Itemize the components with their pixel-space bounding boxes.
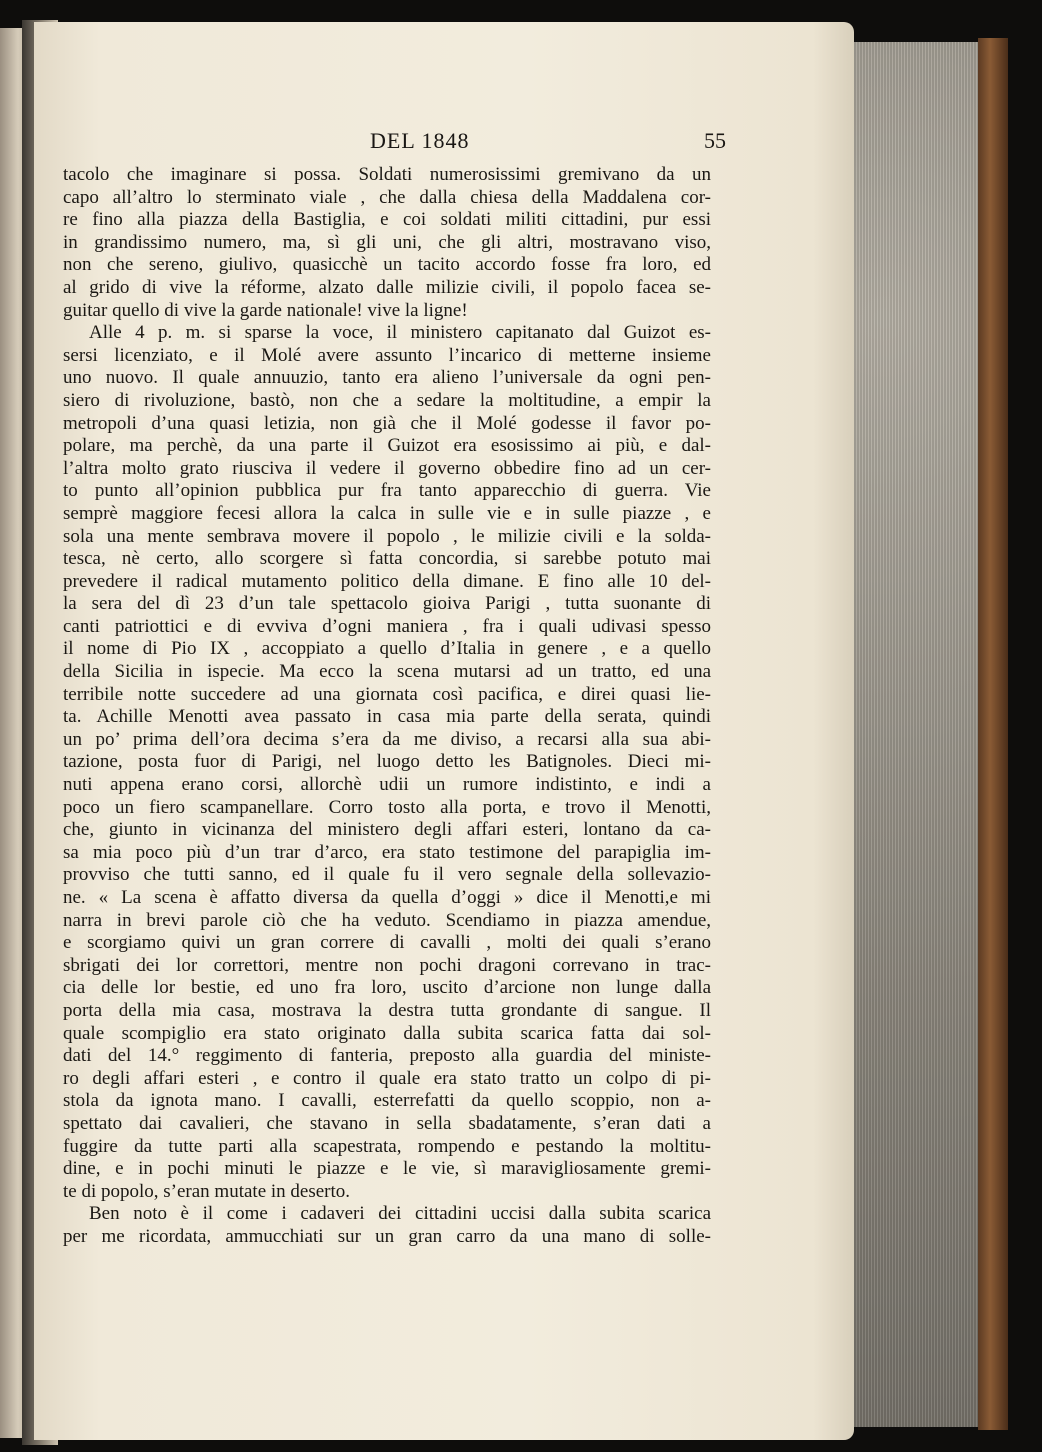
- text-line: ne. « La scena è affatto diversa da quella d’oggi » dice il Menotti,e mi: [63, 887, 711, 908]
- text-line: fuggire da tutte parti alla scapestrata, rompendo e pestando la moltitu-: [63, 1135, 711, 1157]
- text-line: metropoli d’una quasi letizia, non già che il Molé godesse il favor po-: [63, 412, 711, 434]
- text-line: per me ricordata, ammucchiati sur un gran carro da una mano di solle-: [63, 1225, 711, 1247]
- text-line: spettato dai cavalieri, che stavano in sella sbadatamente, s’eran dati a: [63, 1112, 711, 1134]
- text-line: non che sereno, giulivo, quasicchè un tacito accordo fosse fra loro, ed: [63, 254, 711, 276]
- text-line: tazione, posta fuor di Parigi, nel luogo detto les Batignoles. Dieci mi-: [63, 751, 711, 773]
- text-line: al grido di vive la réforme, alzato dalle milizie civili, il popolo facea se-: [63, 276, 711, 298]
- page-number: 55: [704, 128, 726, 153]
- text-line: e scorgiamo quivi un gran correre di cavalli , molti dei quali s’erano: [63, 932, 711, 954]
- text-line: Alle 4 p. m. si sparse la voce, il ministero capitanato dal Guizot es-: [89, 322, 711, 344]
- text-line: sa mia poco più d’un trar d’arco, era stato testimone del parapiglia im-: [63, 841, 711, 863]
- running-head-title: DEL 1848: [370, 128, 470, 153]
- text-line: un po’ prima dell’ora decima s’era da me diviso, a recarsi alla sua abi-: [63, 728, 711, 750]
- page-stack-edges: [838, 42, 988, 1427]
- text-line: cia delle lor bestie, ed uno fra loro, uscito d’arcione non lunge dalla: [63, 977, 711, 999]
- body-text: [63, 164, 711, 1249]
- text-line: l’altra molto grato riusciva il vedere il governo obbedire fino ad un cer-: [63, 457, 711, 479]
- text-line: re fino alla piazza della Bastiglia, e coi soldati militi cittadini, pur essi: [63, 209, 711, 231]
- text-line: dati del 14.° reggimento di fanteria, preposto alla guardia del ministe-: [63, 1045, 711, 1067]
- text-line: ta. Achille Menotti avea passato in casa mia parte della serata, quindi: [63, 706, 711, 728]
- text-line: poco un fiero scampanellare. Corro tosto alla porta, e trovo il Menotti,: [63, 796, 711, 818]
- text-line: della Sicilia in ispecie. Ma ecco la scena mutarsi ad un tratto, ed una: [63, 661, 711, 683]
- text-line: te di popolo, s’eran mutate in deserto.: [63, 1180, 351, 1202]
- text-line: semprè maggiore fecesi allora la calca in sulle vie e in sulle piazze , e: [63, 502, 711, 524]
- book-cover-edge: [978, 38, 1008, 1430]
- text-line: porta della mia casa, mostrava la destra tutta grondante di sangue. Il: [63, 999, 711, 1021]
- text-line: canti patriottici e di evviva d’ogni maniera , fra i quali udivasi spesso: [63, 615, 711, 637]
- text-line: prevedere il radical mutamento politico della dimane. E fino alle 10 del-: [63, 570, 711, 592]
- text-line: nuti appena erano corsi, allorchè udii un rumore indistinto, e indi a: [63, 774, 711, 796]
- text-line: siero di rivoluzione, bastò, non che a sedare la moltitudine, a empir la: [63, 389, 711, 411]
- text-line: Ben noto è il come i cadaveri dei cittadini uccisi dalla subita scarica: [89, 1203, 711, 1225]
- text-line: narra in brevi parole ciò che ha veduto. Scendiamo in piazza amendue,: [63, 909, 711, 931]
- text-line: sersi licenziato, e il Molé avere assunto l’incarico di metterne insieme: [63, 344, 711, 366]
- text-line: stola da ignota mano. I cavalli, esterrefatti da quello scoppio, non a-: [63, 1090, 711, 1112]
- text-line: to punto all’opinion pubblica pur fra tanto apparecchio di guerra. Vie: [63, 480, 711, 502]
- running-head: [60, 128, 760, 158]
- text-line: tesca, nè certo, allo scorgere sì fatta concordia, si sarebbe potuto mai: [63, 548, 711, 570]
- text-line: ro degli affari esteri , e contro il quale era stato tratto un colpo di pi-: [63, 1067, 711, 1089]
- text-line: sola una mente sembrava movere il popolo , le milizie civili e la solda-: [63, 525, 711, 547]
- text-line: dine, e in pochi minuti le piazze e le vie, sì maravigliosamente gremi-: [63, 1158, 711, 1180]
- text-line: capo all’altro lo sterminato viale , che dalla chiesa della Maddalena cor-: [63, 186, 711, 208]
- text-line: la sera del dì 23 d’un tale spettacolo gioiva Parigi , tutta suonante di: [63, 593, 711, 615]
- text-line: che, giunto in vicinanza del ministero degli affari esteri, lontano da ca-: [63, 819, 711, 841]
- text-line: guitar quello di vive la garde nationale! vive la ligne!: [63, 299, 468, 321]
- text-line: sbrigati dei lor correttori, mentre non pochi dragoni correvano in trac-: [63, 954, 711, 976]
- text-line: polare, ma perchè, da una parte il Guizot era esosissimo ai più, e dal-: [63, 435, 711, 457]
- text-line: provviso che tutti sanno, ed il quale fu il vero segnale della sollevazio-: [63, 864, 711, 886]
- text-line: tacolo che imaginare si possa. Soldati numerosissimi gremivano da un: [63, 164, 711, 185]
- text-line: quale scompiglio era stato originato dalla subita scarica fatta dai sol-: [63, 1022, 711, 1044]
- text-line: in grandissimo numero, ma, sì gli uni, che gli altri, mostravano viso,: [63, 231, 711, 253]
- text-line: terribile notte succedere ad una giornata così pacifica, e direi quasi lie-: [63, 683, 711, 705]
- text-line: il nome di Pio IX , accoppiato a quello d’Italia in genere , e a quello: [63, 638, 711, 660]
- text-line: uno nuovo. Il quale annuuzio, tanto era alieno l’universale da ogni pen-: [63, 367, 711, 389]
